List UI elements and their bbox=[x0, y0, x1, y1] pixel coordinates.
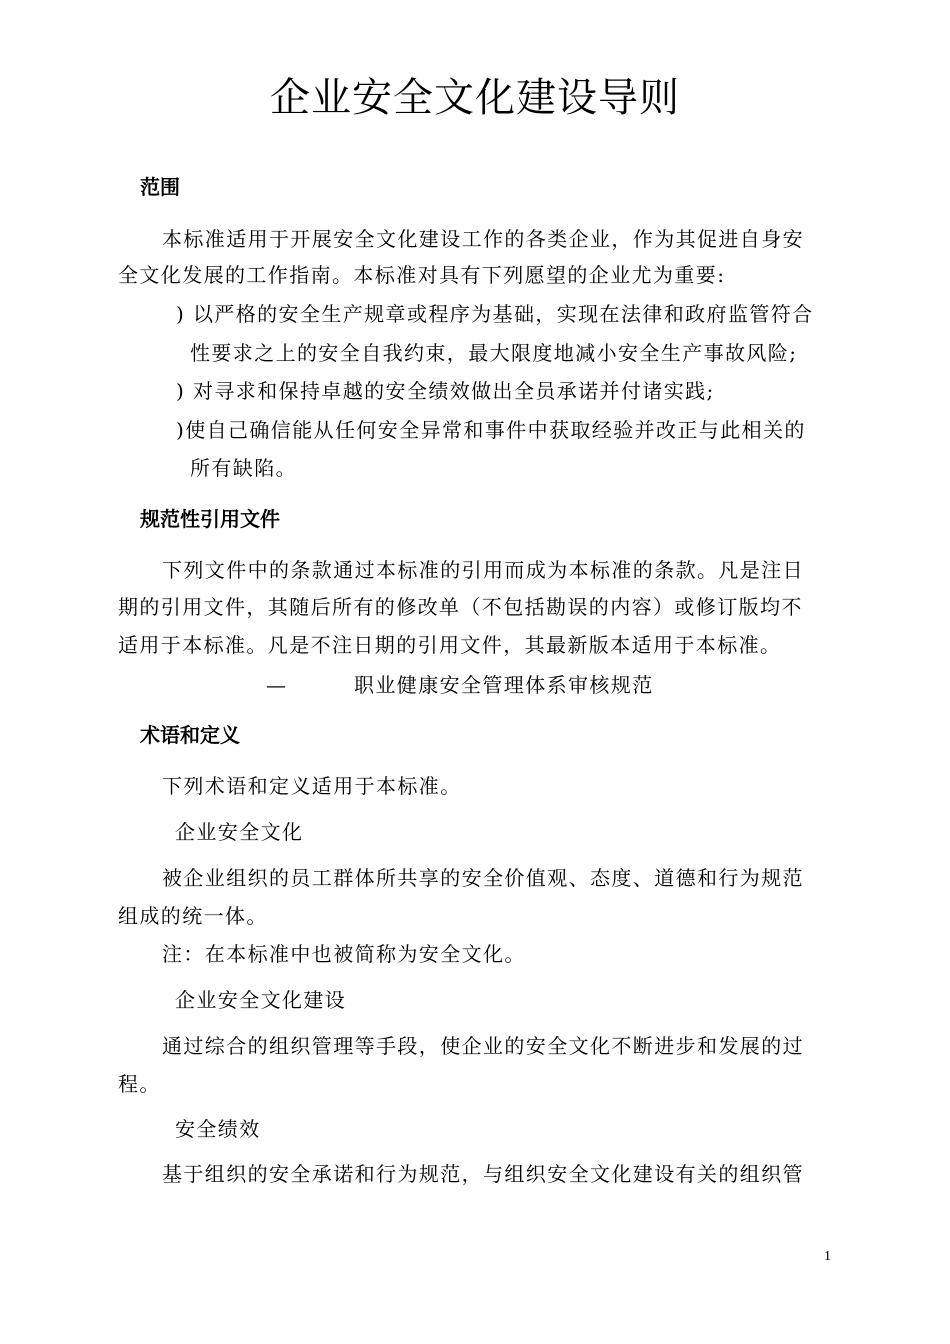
section-heading-references: 规范性引用文件 bbox=[140, 507, 280, 531]
term-note: 注：在本标准中也被简称为安全文化。 bbox=[162, 942, 526, 966]
scope-list-item-continuation: 性要求之上的安全自我约束，最大限度地减小安全生产事故风险; bbox=[190, 341, 798, 365]
reference-title: 职业健康安全管理体系审核规范 bbox=[354, 673, 654, 697]
term-definition-line: 通过综合的组织管理等手段，使企业的安全文化不断进步和发展的过 bbox=[162, 1034, 804, 1058]
term-definition-line: 程。 bbox=[118, 1072, 161, 1096]
page-number: 1 bbox=[824, 1249, 831, 1264]
scope-paragraph-line: 全文化发展的工作指南。本标准对具有下列愿望的企业尤为重要: bbox=[118, 263, 726, 287]
reference-dash: — bbox=[266, 673, 288, 697]
scope-paragraph-line: 本标准适用于开展安全文化建设工作的各类企业，作为其促进自身安 bbox=[162, 227, 804, 251]
references-paragraph-line: 下列文件中的条款通过本标准的引用而成为本标准的条款。凡是注日 bbox=[162, 558, 804, 582]
section-heading-terms: 术语和定义 bbox=[140, 723, 240, 747]
document-title: 企业安全文化建设导则 bbox=[270, 75, 680, 121]
scope-list-item-continuation: 所有缺陷。 bbox=[190, 456, 297, 480]
term-name: 安全绩效 bbox=[175, 1117, 261, 1141]
section-heading-scope: 范围 bbox=[140, 175, 180, 199]
terms-intro: 下列术语和定义适用于本标准。 bbox=[162, 774, 462, 798]
scope-list-item: )使自己确信能从任何安全异常和事件中获取经验并改正与此相关的 bbox=[176, 418, 806, 442]
references-paragraph-line: 适用于本标准。凡是不注日期的引用文件，其最新版本适用于本标准。 bbox=[118, 633, 782, 657]
term-definition-line: 基于组织的安全承诺和行为规范，与组织安全文化建设有关的组织管 bbox=[162, 1162, 804, 1186]
references-paragraph-line: 期的引用文件，其随后所有的修改单（不包括勘误的内容）或修订版均不 bbox=[118, 595, 803, 619]
term-name: 企业安全文化 bbox=[175, 820, 304, 844]
term-definition-line: 组成的统一体。 bbox=[118, 904, 268, 928]
term-definition-line: 被企业组织的员工群体所共享的安全价值观、态度、道德和行为规范 bbox=[162, 866, 804, 890]
term-name: 企业安全文化建设 bbox=[175, 988, 347, 1012]
scope-list-item: ) 以严格的安全生产规章或程序为基础，实现在法律和政府监管符合 bbox=[176, 302, 814, 326]
scope-list-item: ) 对寻求和保持卓越的安全绩效做出全员承诺并付诸实践; bbox=[176, 379, 715, 403]
